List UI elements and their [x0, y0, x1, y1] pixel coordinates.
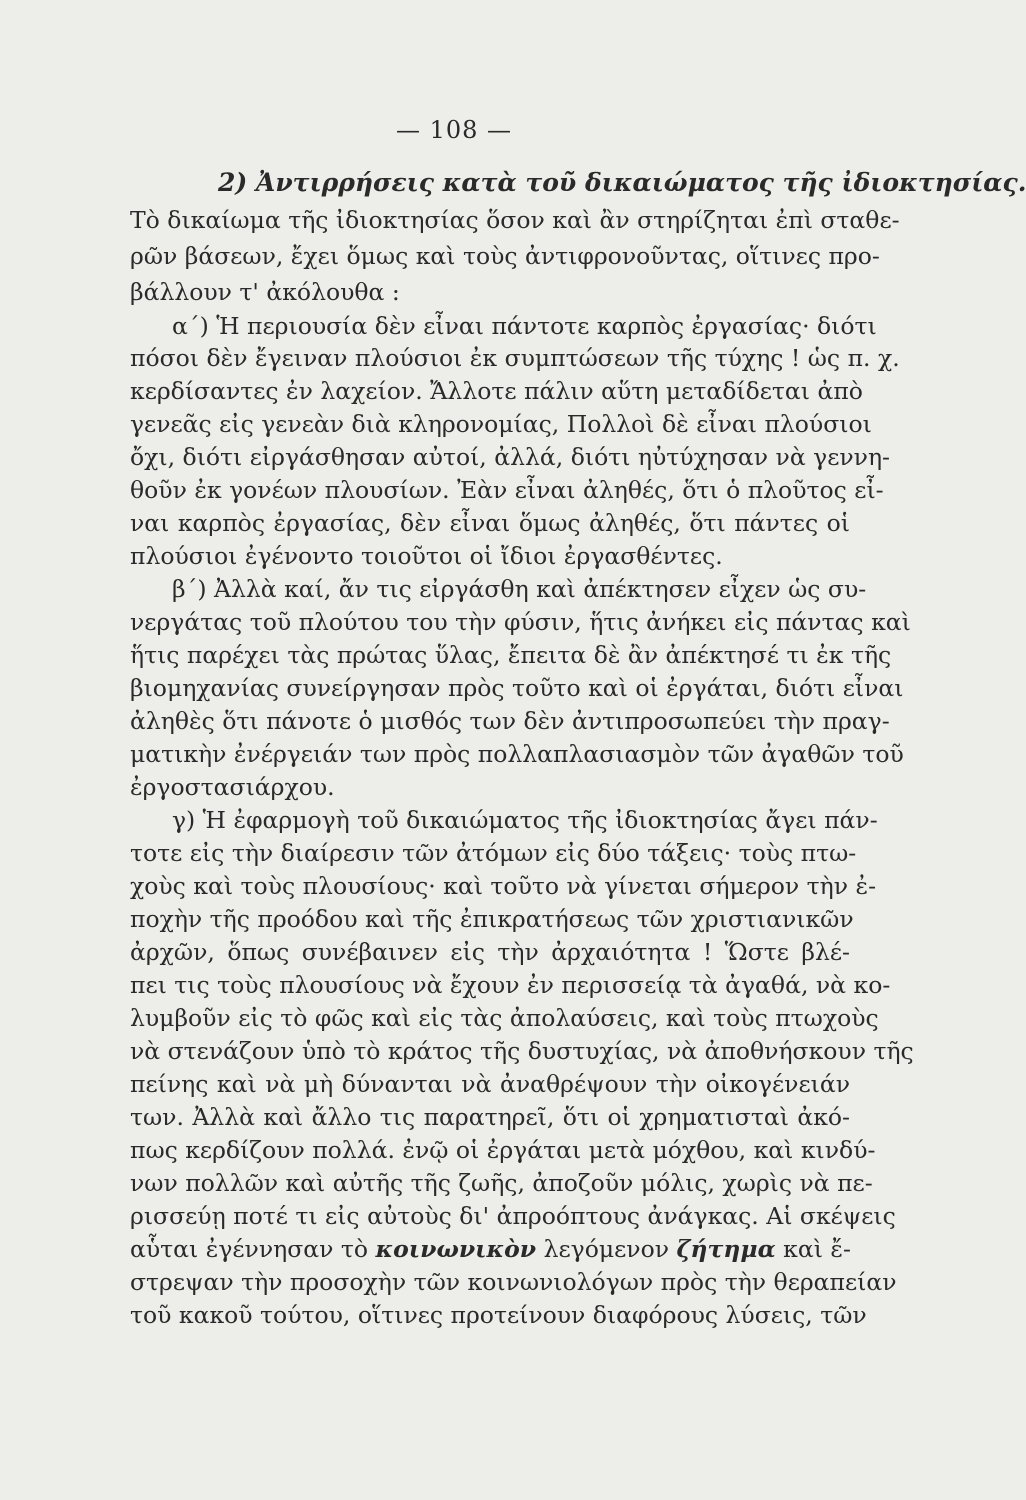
text-line: ἐργοστασιάρχου.: [130, 773, 335, 801]
text-line: ἀρχῶν, ὅπως συνέβαινεν εἰς τὴν ἀρχαιότητα ! Ὥστε βλέ-: [130, 938, 850, 966]
text-segment: καὶ ἔ-: [775, 1235, 851, 1263]
text-line: στρεψαν τὴν προσοχὴν τῶν κοινωνιολόγων πρὸς τὴν θεραπείαν: [130, 1268, 897, 1296]
text-line: ρῶν βάσεων, ἔχει ὅμως καὶ τοὺς ἀντιφρονοῦντας, οἵτινες προ-: [130, 242, 880, 270]
section-heading: 2) Ἀντιρρήσεις κατὰ τοῦ δικαιώματος τῆς ἰδιοκτησίας.: [218, 168, 1026, 197]
text-line: τοτε εἰς τὴν διαίρεσιν τῶν ἀτόμων εἰς δύο τάξεις· τοὺς πτω-: [130, 839, 857, 867]
emphasis-question: ζήτημα: [676, 1235, 776, 1263]
text-line: πείνης καὶ νὰ μὴ δύνανται νὰ ἀναθρέψουν τὴν οἰκογένειάν: [130, 1070, 850, 1098]
text-line: γενεᾶς εἰς γενεὰν διὰ κληρονομίας, Πολλοὶ δὲ εἶναι πλούσιοι: [130, 410, 872, 438]
text-line: πλούσιοι ἐγένοντο τοιοῦτοι οἱ ἴδιοι ἐργασθέντες.: [130, 542, 723, 570]
text-line: κερδίσαντες ἐν λαχείον. Ἄλλοτε πάλιν αὕτη μεταδίδεται ἀπὸ: [130, 377, 863, 405]
text-line: βάλλουν τ' ἀκόλουθα :: [130, 278, 400, 306]
text-line: πως κερδίζουν πολλά. ἐνῷ οἱ ἐργάται μετὰ μόχθου, καὶ κινδύ-: [130, 1136, 876, 1164]
text-line: Τὸ δικαίωμα τῆς ἰδιοκτησίας ὅσον καὶ ἂν στηρίζηται ἐπὶ σταθε-: [130, 206, 900, 234]
text-line: τοῦ κακοῦ τούτου, οἵτινες προτείνουν διαφόρους λύσεις, τῶν: [130, 1301, 867, 1329]
text-line: των. Ἀλλὰ καὶ ἄλλο τις παρατηρεῖ, ὅτι οἱ χρηματισταὶ ἀκό-: [130, 1103, 850, 1131]
text-line-with-emphasis: [130, 1233, 850, 1265]
text-line: χοὺς καὶ τοὺς πλουσίους· καὶ τοῦτο νὰ γίνεται σήμερον τὴν ἐ-: [130, 872, 877, 900]
text-line: ρισσεύῃ ποτέ τι εἰς αὐτοὺς δι' ἀπροόπτους ἀνάγκας. Αἱ σκέψεις: [130, 1202, 896, 1230]
text-line: λυμβοῦν εἰς τὸ φῶς καὶ εἰς τὰς ἀπολαύσεις, καὶ τοὺς πτωχοὺς: [130, 1004, 879, 1032]
text-segment: αὗται ἐγέννησαν τὸ: [130, 1235, 376, 1263]
text-line: ναι καρπὸς ἐργασίας, δὲν εἶναι ὅμως ἀληθές, ὅτι πάντες οἱ: [130, 509, 850, 537]
text-line: ποχὴν τῆς προόδου καὶ τῆς ἐπικρατήσεως τῶν χριστιανικῶν: [130, 905, 854, 933]
text-line: βιομηχανίας συνείργησαν πρὸς τοῦτο καὶ οἱ ἐργάται, διότι εἶναι: [130, 674, 904, 702]
text-segment: λεγόμενον: [536, 1235, 677, 1263]
text-line: γ) Ἡ ἐφαρμογὴ τοῦ δικαιώματος τῆς ἰδιοκτησίας ἄγει πάν-: [172, 806, 878, 834]
text-line: α΄) Ἡ περιουσία δὲν εἶναι πάντοτε καρπὸς ἐργασίας· διότι: [172, 312, 877, 340]
text-line: νὰ στενάζουν ὑπὸ τὸ κράτος τῆς δυστυχίας, νὰ ἀποθνήσκουν τῆς: [130, 1037, 914, 1065]
text-line: ματικὴν ἐνέργειάν των πρὸς πολλαπλασιασμὸν τῶν ἀγαθῶν τοῦ: [130, 740, 904, 768]
text-line: νων πολλῶν καὶ αὐτῆς τῆς ζωῆς, ἀποζοῦν μόλις, χωρὶς νὰ πε-: [130, 1169, 873, 1197]
text-line: ἀληθὲς ὅτι πάνοτε ὁ μισθός των δὲν ἀντιπροσωπεύει τὴν πραγ-: [130, 707, 890, 735]
text-line: νεργάτας τοῦ πλούτου του τὴν φύσιν, ἥτις ἀνήκει εἰς πάντας καὶ: [130, 608, 911, 636]
page-number: — 108 —: [395, 116, 513, 144]
emphasis-social: κοινωνικὸν: [375, 1235, 537, 1263]
text-line: ὄχι, διότι εἰργάσθησαν αὐτοί, ἀλλά, διότι ηὐτύχησαν νὰ γεννη-: [130, 443, 890, 471]
text-line: πόσοι δὲν ἔγειναν πλούσιοι ἐκ συμπτώσεων τῆς τύχης ! ὡς π. χ.: [130, 344, 900, 372]
text-line: ἥτις παρέχει τὰς πρώτας ὕλας, ἔπειτα δὲ ἂν ἀπέκτησέ τι ἐκ τῆς: [130, 641, 892, 669]
text-line: θοῦν ἐκ γονέων πλουσίων. Ἐὰν εἶναι ἀληθές, ὅτι ὁ πλοῦτος εἶ-: [130, 476, 884, 504]
text-line: β΄) Ἀλλὰ καί, ἄν τις εἰργάσθη καὶ ἀπέκτησεν εἶχεν ὡς συ-: [172, 575, 867, 603]
text-line: πει τις τοὺς πλουσίους νὰ ἔχουν ἐν περισσείᾳ τὰ ἀγαθά, νὰ κο-: [130, 971, 891, 999]
